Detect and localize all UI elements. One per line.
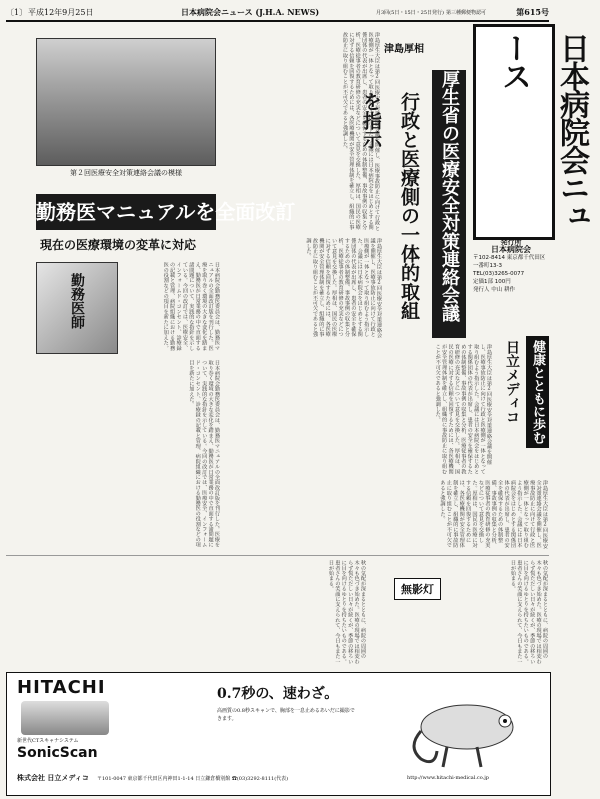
column-body-right: 秋の気配が深まるとともに、病院の周囲の木々も色づき始めた。医療の現場では相変わらず慌ただしい日々が続くが、季節の移ろいに目を向けるゆとりを持ちたいものである。患者さんの笑顔に支えられて、今日もまた一日が始まる。 bbox=[509, 560, 548, 664]
ad-copy: 高画質の0.8秒スキャンで、胸部を一息止めるあいだに撮影できます。 bbox=[217, 708, 355, 722]
lead-photo-caption: 第２回医療安全対策連絡会議の模様 bbox=[70, 169, 182, 177]
publisher-address: 〒102-8414 東京都千代田区一番町13-3 bbox=[473, 255, 546, 269]
issue-price: 定価1部 100円 bbox=[473, 279, 511, 285]
masthead bbox=[473, 24, 589, 240]
lead-body-bottom: 津島厚生大臣は第2回医療安全対策連絡会議を開催し、医療事故防止に向けて行政と医療側が一体となって取り組むよう指示した。会議には日本病院会をはじめとする関係団体の代表が出席し、患者の安全を確保するための体制整備、事故事例の収集と分析、医療従事者の教育研修の充実などについて意見を交換した。厚相は、国民の医療に対する信頼を回復するためには、各医療機関が安全管理体制を確立し、組織的に事故防止に取り組むことが不可欠であると強調した。 bbox=[439, 480, 548, 549]
ad-scanner-image bbox=[21, 701, 109, 735]
second-subhead: 現在の医療環境の変革に対応 bbox=[40, 238, 197, 252]
issue-date: 平成12年9月25日 bbox=[28, 8, 94, 17]
sidebar-slogan: 健康とともに歩む bbox=[526, 336, 549, 448]
publisher-name: 日本病院会 bbox=[491, 245, 531, 254]
ad-brand: HITACHI bbox=[17, 677, 106, 698]
second-body-upper: 日本病院会勤務医委員会は、勤務医マニュアルの全面改訂版を刊行した。医療を取り巻く環境の大きな変化を踏まえ、勤務医が日常業務の中で直面する諸問題について、実践的な指針を示している。今回の改訂では、医療安全、インフォームド・コンセント、診療録の記載と管理、病院組織における勤務医の役割などの項目を新たに加えた。 bbox=[162, 262, 220, 351]
publisher-tel: TEL(03)3265-0077 bbox=[473, 271, 525, 277]
ad-url[interactable]: http://www.hitachi-medical.co.jp bbox=[407, 775, 489, 781]
lead-photo bbox=[36, 38, 216, 166]
paper-name: 日本病院会ニュース (J.H.A. NEWS) bbox=[181, 7, 320, 17]
masthead-title: 日本病院会ニュース bbox=[496, 33, 589, 229]
ad-product: SonicScan bbox=[17, 745, 98, 761]
page-number: 〔1〕 bbox=[6, 8, 28, 17]
book-photo bbox=[36, 262, 118, 354]
second-headline: 勤務医マニュアルを全面改訂 bbox=[36, 194, 216, 230]
ad-address: 〒101-0047 東京都千代田区内神田1-1-14 日立鎌倉橋別館 ☎(03)3292-8111(代表) bbox=[97, 776, 289, 782]
lead-body-upper: 津島厚生大臣は第2回医療安全対策連絡会議を開催し、医療事故防止に向けて行政と医療側が一体となって取り組むよう指示した。会議には日本病院会をはじめとする関係団体の代表が出席し、患者の安全を確保するための体制整備、事故事例の収集と分析、医療従事者の教育研修の充実などについて意見を交換した。厚相は、国民の医療に対する信頼を回復するためには、各医療機関が安全管理体制を確立し、組織的に事故防止に取り組むことが不可欠であると強調した。 bbox=[341, 32, 380, 231]
page-header bbox=[6, 4, 549, 22]
postal-notice: 第三種郵便物認可 bbox=[446, 10, 487, 16]
lead-body-middle: 津島厚生大臣は第2回医療安全対策連絡会議を開催し、医療事故防止に向けて行政と医療側が一体となって取り組むよう指示した。会議には日本病院会をはじめとする関係団体の代表が出席し、患者の安全を確保するための体制整備、事故事例の収集と分析、医療従事者の教育研修の充実などについて意見を交換した。厚相は、国民の医療に対する信頼を回復するためには、各医療機関が安全管理体制を確立し、組織的に事故防止に取り組むことが不可欠であると強調した。 bbox=[434, 344, 492, 474]
publisher-box bbox=[473, 238, 549, 328]
column-title: 無影灯 bbox=[394, 578, 441, 600]
chameleon-illustration bbox=[407, 687, 527, 773]
ad-product-sub: 新世代CTスキャナシステム bbox=[17, 738, 79, 744]
sidebar-company: 日立メディコ bbox=[504, 340, 520, 424]
book-title: 勤務医師 bbox=[69, 273, 85, 329]
second-body-lower: 日本病院会勤務医委員会は、勤務医マニュアルの全面改訂版を刊行した。医療を取り巻く環境の大きな変化を踏まえ、勤務医が日常業務の中で直面する諸問題について、実践的な指針を示している。今回の改訂では、医療安全、インフォームド・コンセント、診療録の記載と管理、病院組織における勤務医の役割などの項目を新たに加えた。 bbox=[188, 360, 220, 548]
lead-body-lower: 津島厚生大臣は第2回医療安全対策連絡会議を開催し、医療事故防止に向けて行政と医療側が一体となって取り組むよう指示した。会議には日本病院会をはじめとする関係団体の代表が出席し、患者の安全を確保するための体制整備、事故事例の収集と分析、医療従事者の教育研修の充実などについて意見を交換した。厚相は、国民の医療に対する信頼を回復するためには、各医療機関が安全管理体制を確立し、組織的に事故防止に取り組むことが不可欠であると強調した。 bbox=[305, 238, 382, 338]
section-divider bbox=[6, 555, 549, 556]
publisher-label: 発行所 bbox=[500, 238, 522, 246]
issue-number: 第615号 bbox=[516, 7, 549, 17]
column-body-left: 秋の気配が深まるとともに、病院の周囲の木々も色づき始めた。医療の現場では相変わらず慌ただしい日々が続くが、季節の移ろいに目を向けるゆとりを持ちたいものである。患者さんの笑顔に支えられて、今日もまた一日が始まる。 bbox=[327, 560, 366, 664]
lead-subhead: 行政と医療側の一体的取組を指示 bbox=[360, 92, 420, 320]
issue-frequency: 月3回(5日・15日・25日発行) bbox=[376, 10, 444, 16]
ad-company: 株式会社 日立メディコ bbox=[17, 773, 89, 782]
lead-byline: 津島厚相 bbox=[384, 44, 424, 55]
sidebar-ad bbox=[500, 336, 549, 476]
publisher-editor: 発行人 中山 耕作 bbox=[473, 287, 515, 293]
ad-tagline: 0.7秒の、速わざ。 bbox=[217, 686, 339, 702]
lead-headline: 厚生省の医療安全対策連絡会議 bbox=[432, 70, 466, 338]
bottom-ad bbox=[6, 672, 551, 796]
